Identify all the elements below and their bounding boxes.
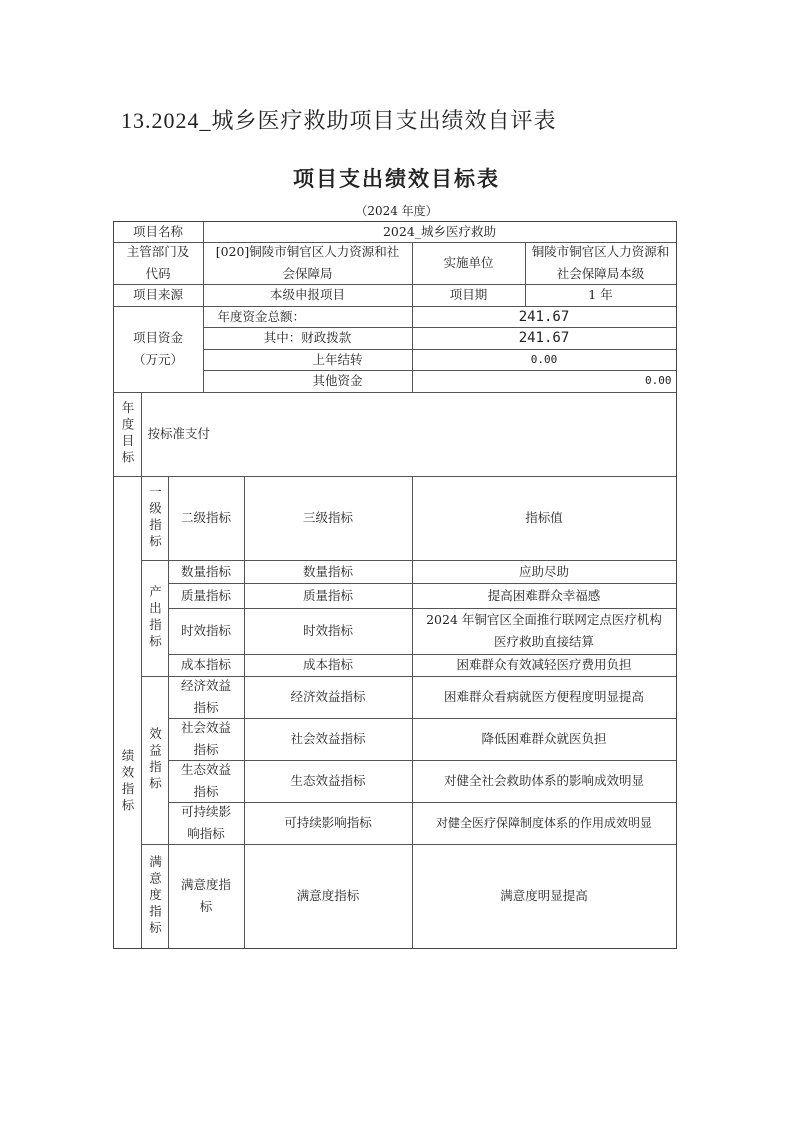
header-value: 指标值 [412, 476, 677, 561]
group-output-text: 产出指标 [147, 585, 163, 651]
row-value: 困难群众看病就医方便程度明显提高 [412, 676, 677, 719]
funds-label [113, 306, 204, 393]
row-value: 2024 年铜官区全面推行联网定点医疗机构医疗救助直接结算 [412, 608, 677, 655]
funds-total-label: 年度资金总额： [203, 306, 413, 328]
row-level2: 数量指标 [168, 560, 245, 584]
impl-label: 实施单位 [412, 242, 526, 285]
year-label: （2024 年度） [355, 204, 438, 218]
row-level2: 社会效益指标 [168, 718, 245, 761]
group-benefit-text: 效益指标 [147, 727, 163, 793]
funds-fiscal-value: 241.67 [412, 327, 677, 350]
row-level3: 满意度指标 [244, 844, 413, 949]
header-level1-text: 一级指标 [147, 485, 163, 551]
source-value: 本级申报项目 [203, 284, 413, 307]
annual-goal-label [113, 392, 142, 477]
funds-label-line2: （万元） [132, 352, 183, 367]
header-level3: 三级指标 [244, 476, 413, 561]
project-name-value: 2024_城乡医疗救助 [203, 221, 677, 243]
row-value: 满意度明显提高 [412, 844, 677, 949]
row-level2: 成本指标 [168, 654, 245, 677]
document-heading: 13.2024_城乡医疗救助项目支出绩效自评表 [121, 108, 557, 133]
indicators-section-label [113, 476, 142, 949]
indicators-section-text: 绩效指标 [120, 749, 135, 815]
row-level3: 生态效益指标 [244, 760, 413, 803]
dept-value: [020]铜陵市铜官区人力资源和社会保障局 [203, 242, 413, 285]
annual-goal-value: 按标准支付 [141, 392, 677, 477]
row-level3: 经济效益指标 [244, 676, 413, 719]
row-level2: 质量指标 [168, 583, 245, 609]
group-output-label [141, 560, 169, 677]
period-label: 项目期 [412, 284, 526, 307]
table-title: 项目支出绩效目标表 [293, 166, 500, 191]
header-level1 [141, 476, 169, 561]
funds-total-value: 241.67 [412, 306, 677, 328]
row-level2: 可持续影响指标 [168, 802, 245, 845]
row-level2: 满意度指标 [168, 844, 245, 949]
row-level2: 经济效益指标 [168, 676, 245, 719]
funds-carryover-label: 上年结转 [203, 349, 413, 371]
row-level3: 成本指标 [244, 654, 413, 677]
funds-label-line1: 项目资金 [132, 330, 183, 345]
impl-value: 铜陵市铜官区人力资源和社会保障局本级 [525, 242, 677, 285]
period-value: 1 年 [525, 284, 677, 307]
row-level3: 时效指标 [244, 608, 413, 655]
header-level2: 二级指标 [168, 476, 245, 561]
funds-other-label: 其他资金 [203, 370, 413, 393]
dept-label: 主管部门及代码 [113, 242, 204, 285]
group-satisfaction-label [141, 844, 169, 949]
row-level3: 质量指标 [244, 583, 413, 609]
project-name-label: 项目名称 [113, 221, 204, 243]
row-level3: 社会效益指标 [244, 718, 413, 761]
funds-carryover-value: 0.00 [412, 349, 677, 371]
group-satisfaction-text: 满意度指标 [147, 854, 163, 938]
row-value: 降低困难群众就医负担 [412, 718, 677, 761]
funds-fiscal-label: 其中：财政拨款 [203, 327, 413, 350]
row-value: 对健全社会救助体系的影响成效明显 [412, 760, 677, 803]
row-value: 对健全医疗保障制度体系的作用成效明显 [412, 802, 677, 845]
group-benefit-label [141, 676, 169, 845]
funds-other-value: 0.00 [412, 370, 677, 393]
source-label: 项目来源 [113, 284, 204, 307]
row-value: 提高困难群众幸福感 [412, 583, 677, 609]
row-level2: 时效指标 [168, 608, 245, 655]
row-level3: 可持续影响指标 [244, 802, 413, 845]
row-level2: 生态效益指标 [168, 760, 245, 803]
row-value: 应助尽助 [412, 560, 677, 584]
annual-goal-label-text: 年度目标 [120, 401, 135, 467]
row-value: 困难群众有效减轻医疗费用负担 [412, 654, 677, 677]
row-level3: 数量指标 [244, 560, 413, 584]
